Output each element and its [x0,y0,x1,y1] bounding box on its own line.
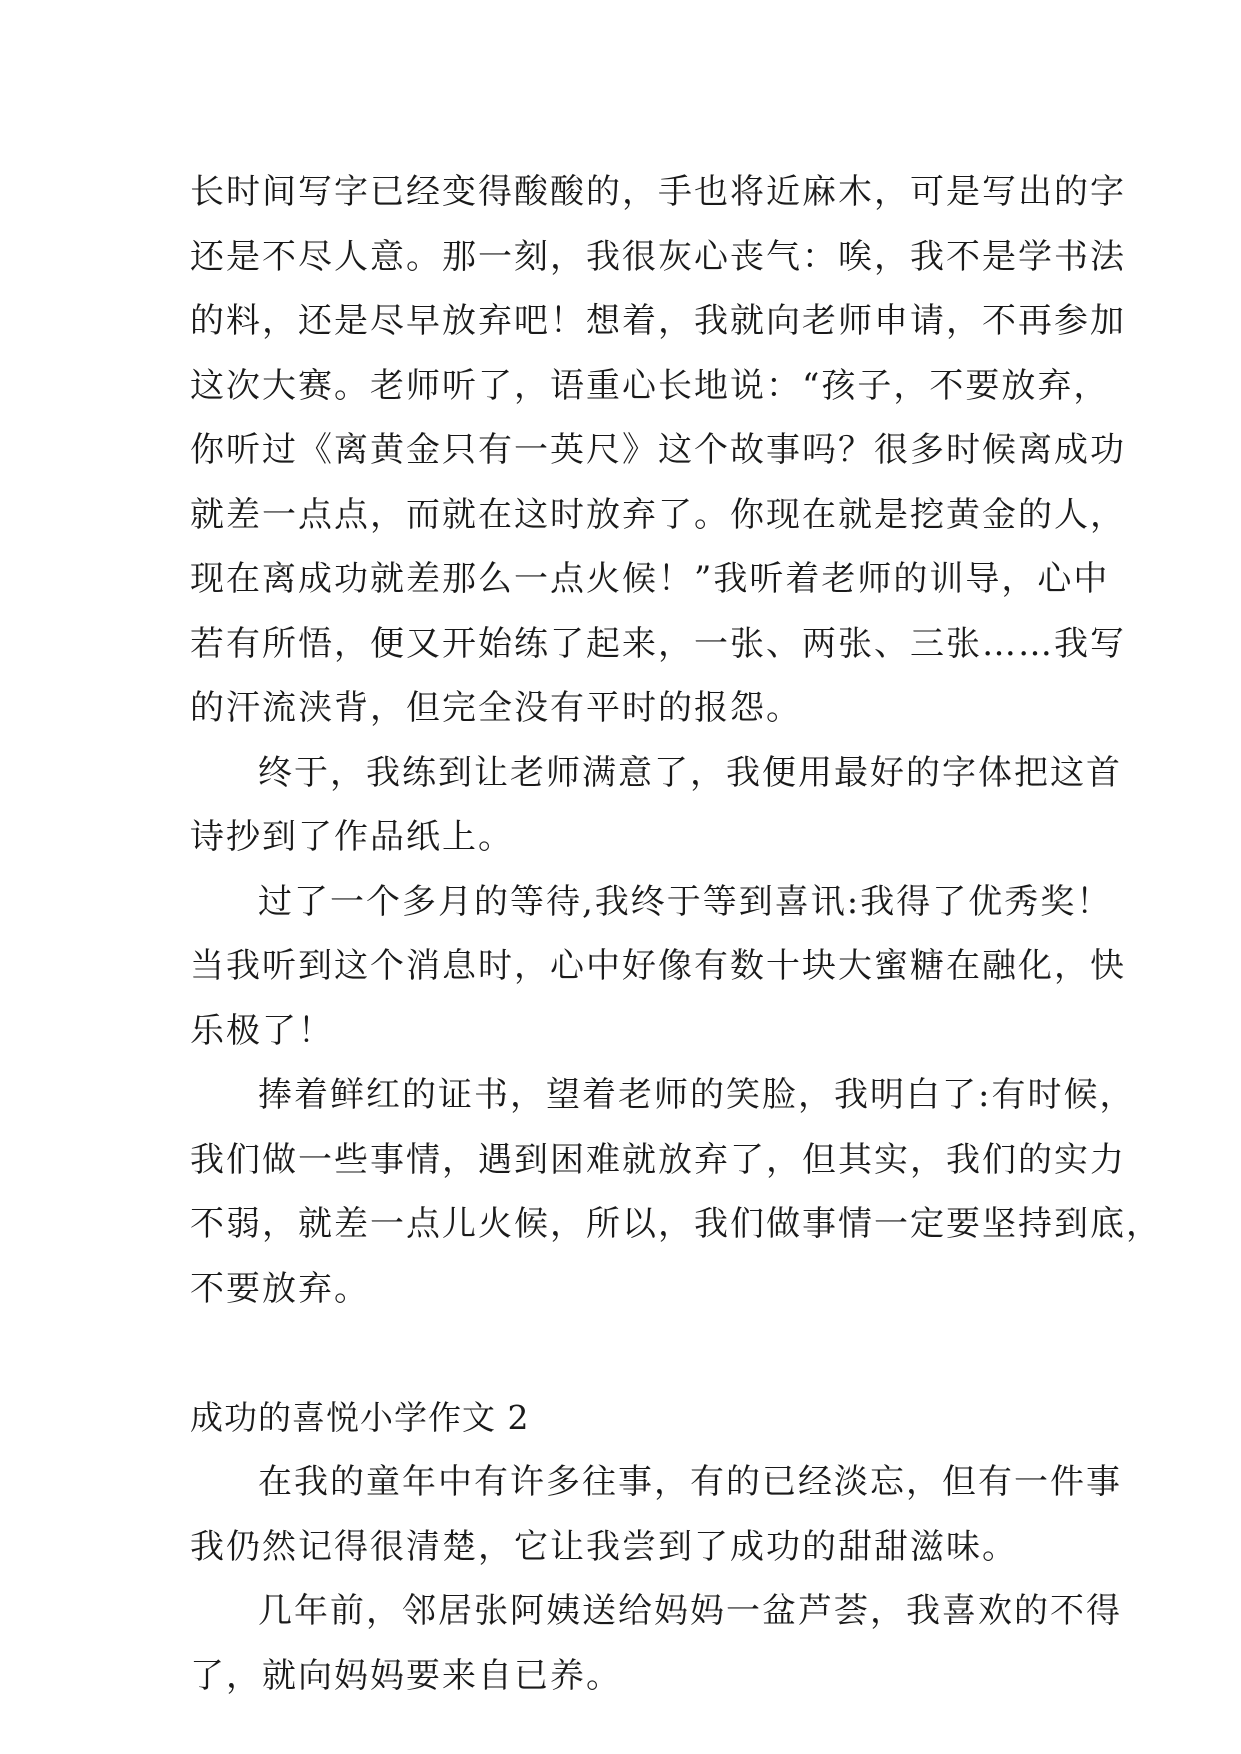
paragraph [190,160,1126,741]
paragraph [190,870,1126,1064]
text-line: 在我的童年中有许多往事，有的已经淡忘，但有一件事 [258,1462,1122,1502]
text-line: 这次大赛。老师听了，语重心长地说：“孩子，不要放弃， [190,365,1110,406]
text-line: 长时间写字已经变得酸酸的，手也将近麻木，可是写出的字 [190,172,1126,212]
text-line: 终于，我练到让老师满意了，我便用最好的字体把这首 [258,752,1122,793]
text-line: 不弱，就差一点儿火候，所以，我们做事情一定要坚持到底， [190,1204,1162,1244]
text-line: 还是不尽人意。那一刻，我很灰心丧气：唉，我不是学书法 [190,236,1126,277]
text-line: 当我听到这个消息时，心中好像有数十块大蜜糖在融化，快 [190,946,1126,986]
text-line: 的汗流浃背，但完全没有平时的报怨。 [190,688,802,728]
paragraph [190,1579,1122,1708]
paragraph [190,1450,1122,1579]
text-line: 诗抄到了作品纸上。 [190,817,514,857]
text-line: 不要放弃。 [190,1268,370,1309]
section-heading: 成功的喜悦小学作文 2 [190,1397,530,1437]
text-line: 捧着鲜红的证书，望着老师的笑脸，我明白了:有时候， [258,1075,1136,1115]
text-line: 我们做一些事情，遇到困难就放弃了，但其实，我们的实力 [190,1139,1126,1180]
text-line: 的料，还是尽早放弃吧！想着，我就向老师申请，不再参加 [190,301,1126,341]
text-line: 乐极了！ [190,1010,334,1051]
text-line: 现在离成功就差那么一点火候！”我听着老师的训导，心中 [190,559,1110,599]
text-line: 了，就向妈妈要来自已养。 [190,1655,622,1696]
text-line: 就差一点点，而就在这时放弃了。你现在就是挖黄金的人， [190,494,1126,535]
text-line: 你听过《离黄金只有一英尺》这个故事吗？很多时候离成功 [190,430,1126,470]
paragraph [190,1063,1162,1321]
text-line: 若有所悟，便又开始练了起来，一张、两张、三张……我写 [190,623,1126,664]
section-spacer [190,1321,1070,1386]
text-line: 过了一个多月的等待,我终于等到喜讯:我得了优秀奖！ [258,881,1113,922]
paragraph [190,741,1122,870]
document-body [190,160,1162,1708]
text-line: 我仍然记得很清楚，它让我尝到了成功的甜甜滋味。 [190,1526,1018,1567]
text-line: 几年前，邻居张阿姨送给妈妈一盆芦荟，我喜欢的不得 [258,1591,1122,1631]
